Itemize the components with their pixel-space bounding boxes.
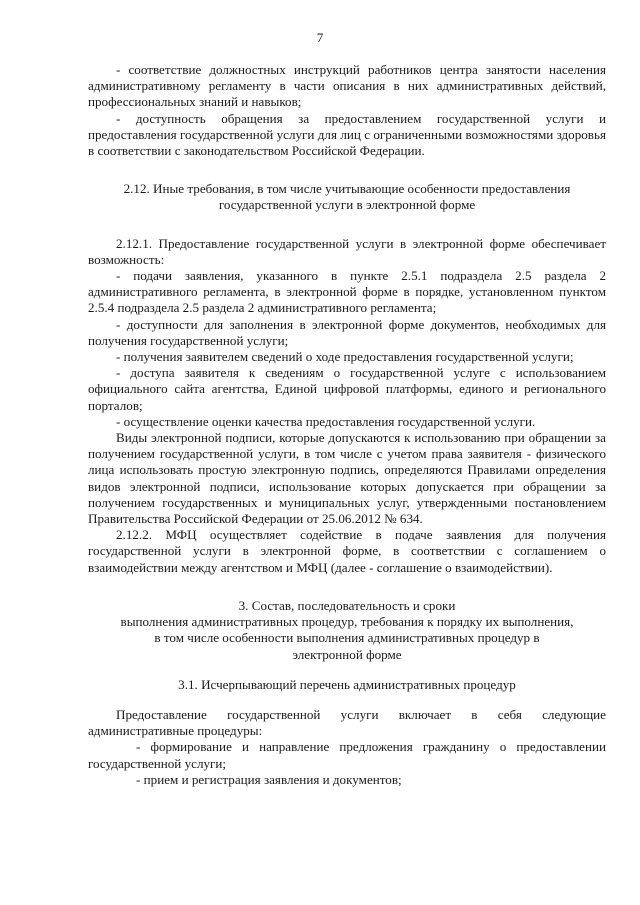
document-body — [88, 62, 606, 788]
section-heading-2-12: 2.12. Иные требования, в том числе учитывающие особенности предоставления государственной услуги в электронной форме — [123, 181, 571, 213]
list-item-proposal: - формирование и направление предложения гражданину о предоставлении государственной услуги; — [88, 739, 606, 771]
list-item-service-info-access: - доступа заявителя к сведениям о государственной услуге с использованием официального сайта агентства, Единой цифровой платформы, единого и регионального порталов; — [88, 365, 606, 413]
paragraph-accessibility: - доступность обращения за предоставлением государственной услуги и предоставления государственной услуги для лиц с ограниченными возможностями здоровья в соответствии с законодательством Российской Федерации. — [88, 110, 606, 159]
list-item-quality-evaluation: - осуществление оценки качества предоставления государственной услуги. — [116, 413, 536, 429]
page-number: 7 — [316, 30, 324, 45]
paragraph-instructions: - соответствие должностных инструкций работников центра занятости населения административному регламенту в части описания в них административных действий, профессиональных знаний и навыков; — [88, 62, 606, 110]
list-item-submit-application: - подачи заявления, указанного в пункте 2.5.1 подраздела 2.5 раздела 2 административного регламента, в электронной форме в порядке, установленном пунктом 2.5.4 подраздела 2.5 раздела 2 административного регламента; — [88, 268, 606, 316]
paragraph-2-12-2: 2.12.2. МФЦ осуществляет содействие в подаче заявления для получения государственной услуги в электронной форме, в соответствии с соглашением о взаимодействии между агентством и МФЦ (далее - соглашение о взаимодействии). — [88, 527, 606, 575]
list-item-forms-availability: - доступности для заполнения в электронной форме документов, необходимых для получения государственной услуги; — [88, 316, 606, 348]
paragraph-procedures-intro: Предоставление государственной услуги включает в себя следующие административные процедуры: — [88, 706, 606, 739]
section-heading-3-subtitle: выполнения административных процедур, требования к порядку их выполнения, в том числе особенности выполнения административных процедур в электронной форме — [120, 614, 574, 662]
list-item-registration: - прием и регистрация заявления и документов; — [136, 771, 402, 787]
section-heading-3-title: 3. Состав, последовательность и сроки — [238, 597, 456, 613]
list-item-progress-info: - получения заявителем сведений о ходе предоставления государственной услуги; — [116, 349, 574, 365]
paragraph-2-12-1: 2.12.1. Предоставление государственной услуги в электронной форме обеспечивает возможность: — [88, 235, 606, 267]
paragraph-electronic-signature: Виды электронной подписи, которые допускаются к использованию при обращении за получением государственной услуги, в том числе с учетом права заявителя - физического лица использовать простую электронную подпись, определяются Правилами определения видов электронной подписи, использование которых допускается при обращении за получением государственных и муниципальных услуг, утвержденными постановлением Правительства Российской Федерации от 25.06.2012 № 634. — [88, 430, 606, 527]
section-heading-3-1: 3.1. Исчерпывающий перечень административных процедур — [178, 676, 516, 692]
